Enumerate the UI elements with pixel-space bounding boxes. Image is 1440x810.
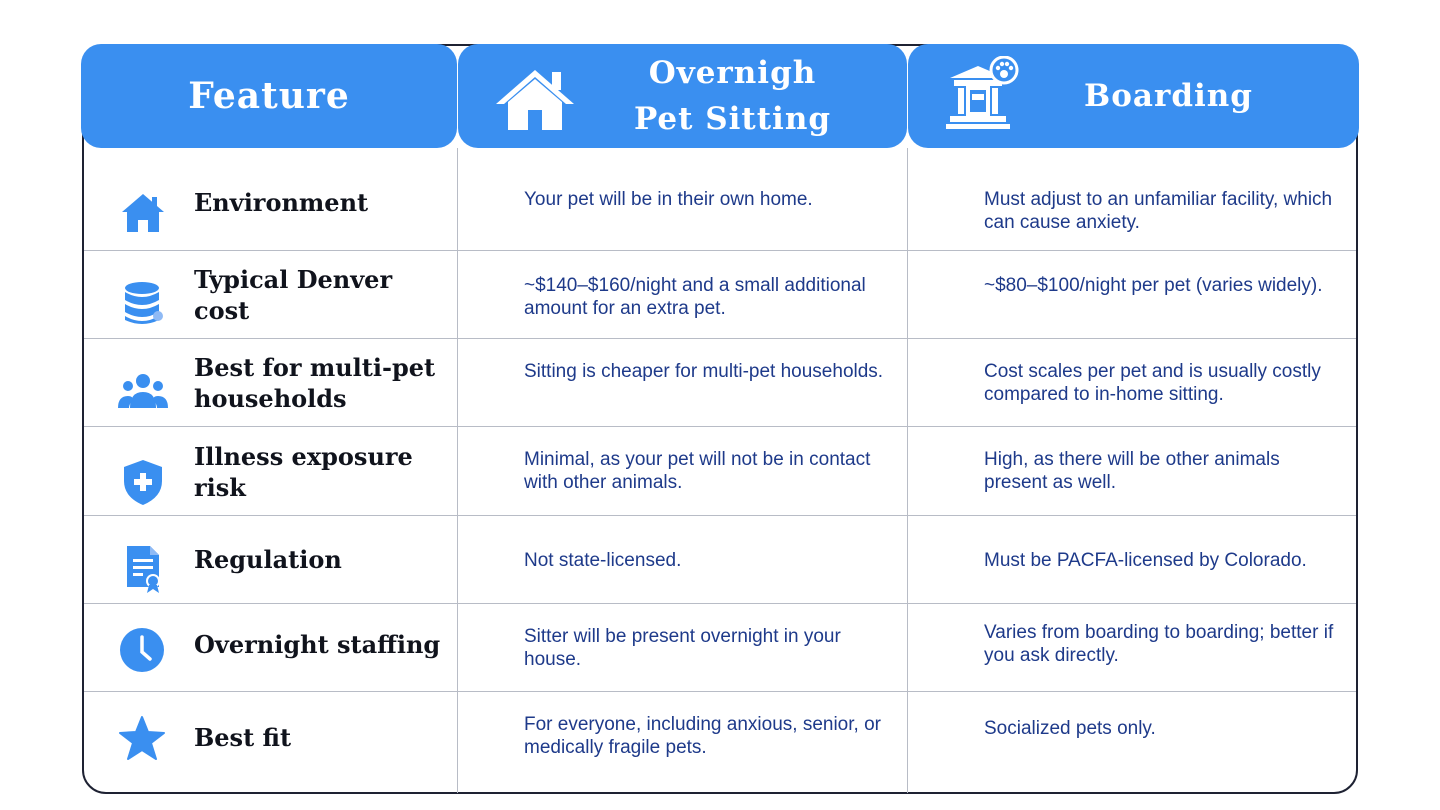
header-boarding-label: Boarding bbox=[1084, 78, 1253, 114]
header-sitting-line2: Pet Sitting bbox=[633, 101, 832, 137]
clock-icon bbox=[118, 625, 168, 675]
header-feature-label: Feature bbox=[188, 75, 350, 117]
sitting-cell: For everyone, including anxious, senior, or medically fragile pets. bbox=[524, 714, 881, 758]
sitting-cell: Your pet will be in their own home. bbox=[524, 189, 813, 210]
shield-plus-icon bbox=[118, 457, 168, 507]
row-divider bbox=[84, 250, 1356, 251]
boarding-cell: Socialized pets only. bbox=[984, 718, 1156, 739]
home-icon bbox=[118, 188, 168, 238]
feature-label: Illness exposure risk bbox=[194, 442, 413, 502]
feature-label: Best for multi-pet households bbox=[194, 353, 436, 413]
feature-label: Regulation bbox=[194, 545, 342, 574]
sitting-cell: Minimal, as your pet will not be in contact with other animals. bbox=[524, 449, 871, 493]
sitting-cell: Sitter will be present overnight in your house. bbox=[524, 626, 841, 670]
feature-label: Overnight staffing bbox=[194, 630, 441, 659]
group-icon bbox=[118, 368, 168, 418]
sitting-cell: Not state-licensed. bbox=[524, 550, 682, 571]
coins-icon bbox=[118, 278, 168, 328]
boarding-cell: Cost scales per pet and is usually costly compared to in-home sitting. bbox=[984, 361, 1321, 405]
boarding-cell: Must adjust to an unfamiliar facility, which can cause anxiety. bbox=[984, 189, 1333, 233]
row-divider bbox=[84, 338, 1356, 339]
column-divider bbox=[907, 148, 908, 793]
sitting-cell: ~$140–$160/night and a small additional amount for an extra pet. bbox=[524, 275, 866, 319]
boarding-cell: Must be PACFA-licensed by Colorado. bbox=[984, 550, 1307, 571]
feature-label: Typical Denver cost bbox=[194, 265, 393, 325]
boarding-cell: High, as there will be other animals present as well. bbox=[984, 449, 1280, 493]
pet-facility-icon bbox=[946, 56, 1026, 132]
column-divider bbox=[457, 148, 458, 793]
row-divider bbox=[84, 426, 1356, 427]
comparison-table bbox=[82, 44, 1358, 794]
certificate-icon bbox=[118, 543, 168, 593]
row-divider bbox=[84, 691, 1356, 692]
star-icon bbox=[118, 714, 168, 764]
feature-label: Best fit bbox=[194, 723, 292, 752]
feature-label: Environment bbox=[194, 188, 369, 217]
sitting-cell: Sitting is cheaper for multi-pet households. bbox=[524, 361, 884, 382]
row-divider bbox=[84, 515, 1356, 516]
house-icon bbox=[492, 64, 578, 132]
row-divider bbox=[84, 603, 1356, 604]
header-overnight-pet-sitting bbox=[458, 44, 907, 148]
header-feature bbox=[81, 44, 457, 148]
boarding-cell: ~$80–$100/night per pet (varies widely). bbox=[984, 275, 1323, 296]
boarding-cell: Varies from boarding to boarding; better if you ask directly. bbox=[984, 622, 1334, 666]
header-boarding bbox=[908, 44, 1359, 148]
header-sitting-line1: Overnigh bbox=[648, 55, 817, 91]
